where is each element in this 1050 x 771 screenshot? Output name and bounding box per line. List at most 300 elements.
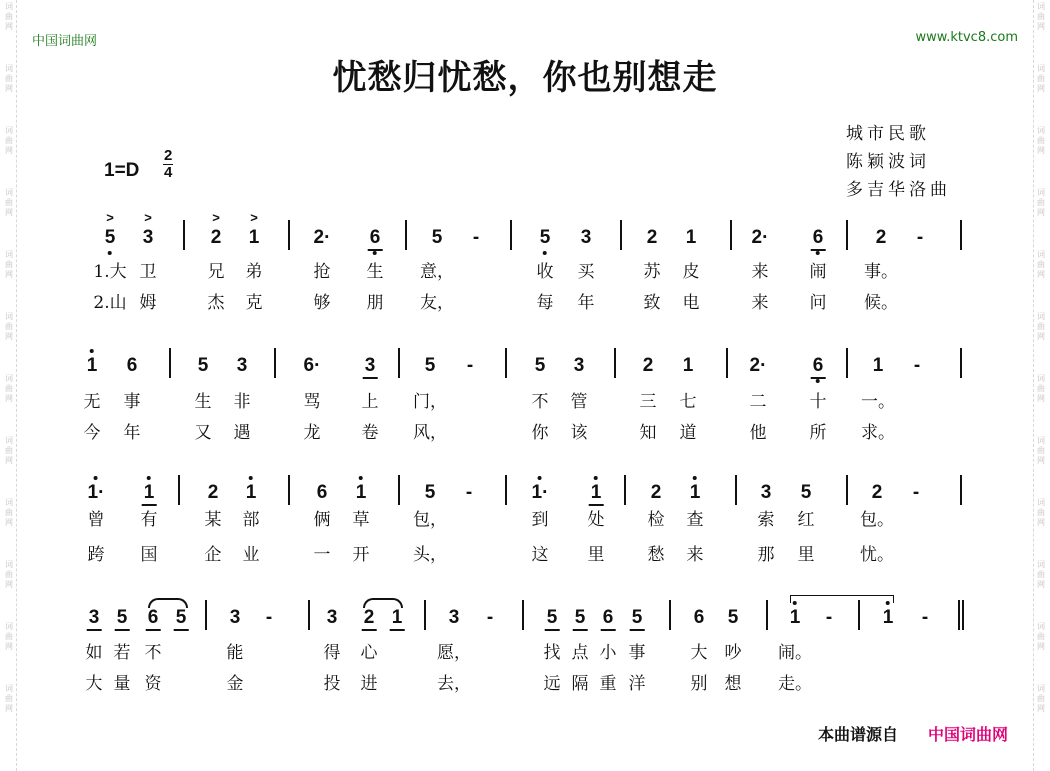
note-text: 2 xyxy=(646,227,658,248)
beam-underline xyxy=(146,629,161,631)
accent-mark: > xyxy=(144,210,152,225)
note-text: - xyxy=(921,607,929,628)
note xyxy=(144,483,155,503)
note-text: 3 xyxy=(229,607,241,628)
note xyxy=(208,483,219,503)
lyric-verse-1: 能 xyxy=(226,643,244,663)
note xyxy=(198,356,209,376)
octave-dot-high xyxy=(538,476,542,480)
bar-line xyxy=(624,475,626,505)
lyric-verse-1: 部 xyxy=(242,510,260,530)
note-text: - xyxy=(265,607,273,628)
note-text: 6 xyxy=(693,607,705,628)
lyric-verse-2: 候。 xyxy=(864,293,898,313)
octave-dot-low xyxy=(108,251,112,255)
note-text: 5 xyxy=(175,607,187,628)
note-text: 1 xyxy=(872,355,884,376)
note xyxy=(914,356,920,376)
watermark-text: 词 曲 网 xyxy=(5,374,13,403)
lyric-verse-1: 买 xyxy=(577,262,595,282)
lyric-verse-2: 别 xyxy=(690,674,708,694)
watermark-text: 词 曲 网 xyxy=(5,188,13,217)
note-text: 5 xyxy=(539,227,551,248)
lyric-verse-1: 皮 xyxy=(682,262,700,282)
bar-line xyxy=(183,220,185,250)
watermark-text: 词 曲 网 xyxy=(5,312,13,341)
note xyxy=(535,356,546,376)
side-watermark-left xyxy=(2,0,17,771)
note-text: 3 xyxy=(142,227,154,248)
note-text: 1· xyxy=(87,482,105,503)
lyric-verse-1: 卫 xyxy=(139,262,157,282)
note xyxy=(876,228,887,248)
lyric-verse-2: 知 xyxy=(639,423,657,443)
bar-line xyxy=(730,220,732,250)
lyric-verse-2: 去， xyxy=(437,674,471,694)
watermark-text: 词 曲 网 xyxy=(1037,622,1045,651)
beam-underline xyxy=(589,504,604,506)
note xyxy=(148,608,159,628)
lyric-verse-2: 问 xyxy=(809,293,827,313)
lyric-verse-1: 包。 xyxy=(860,510,894,530)
note xyxy=(230,608,241,628)
note-text: 1 xyxy=(590,482,602,503)
note xyxy=(432,228,443,248)
note-text: - xyxy=(825,607,833,628)
note xyxy=(364,608,375,628)
octave-dot-high xyxy=(147,476,151,480)
lyric-verse-1: 愿， xyxy=(437,643,471,663)
lyric-verse-1: 苏 xyxy=(643,262,661,282)
lyric-verse-2: 年 xyxy=(123,423,141,443)
site-logo-text[interactable]: 中国词曲网 xyxy=(32,34,98,49)
credit-genre: 城市民歌 xyxy=(846,124,930,144)
lyric-verse-2: 头， xyxy=(413,545,447,565)
watermark-text: 词 曲 网 xyxy=(5,2,13,31)
lyric-verse-2: 来 xyxy=(686,545,704,565)
watermark-text: 词 曲 网 xyxy=(5,622,13,651)
octave-dot-low xyxy=(816,251,820,255)
note-text: 1 xyxy=(682,355,694,376)
watermark-text: 词 曲 网 xyxy=(5,126,13,155)
note xyxy=(473,228,479,248)
note-text: 2 xyxy=(650,482,662,503)
bar-line xyxy=(169,348,171,378)
note-text: 6 xyxy=(812,355,824,376)
note xyxy=(581,228,592,248)
watermark-text: 词 曲 网 xyxy=(5,560,13,589)
bar-line xyxy=(960,220,962,250)
lyric-verse-1: 心 xyxy=(360,643,378,663)
lyric-verse-2: 求。 xyxy=(861,423,895,443)
credit-composer: 多吉华洛曲 xyxy=(846,180,951,200)
note xyxy=(304,356,321,376)
lyric-verse-1: 闹 xyxy=(809,262,827,282)
beam-underline xyxy=(601,629,616,631)
beam-underline xyxy=(368,249,383,251)
lyric-verse-2: 想 xyxy=(724,674,742,694)
note xyxy=(127,356,138,376)
lyric-verse-2: 企 xyxy=(204,545,222,565)
note-text: 5 xyxy=(800,482,812,503)
lyric-verse-2: 卷 xyxy=(361,423,379,443)
lyric-verse-2: 业 xyxy=(242,545,260,565)
key-signature: 1=D xyxy=(104,160,140,181)
lyric-verse-1: 某 xyxy=(204,510,222,530)
source-brand[interactable]: 中国词曲网 xyxy=(928,725,1009,744)
beam-underline xyxy=(363,377,378,379)
lyric-verse-1: 红 xyxy=(797,510,815,530)
note xyxy=(105,228,116,248)
note xyxy=(237,356,248,376)
bar-line xyxy=(288,475,290,505)
bar-line xyxy=(398,475,400,505)
note-text: 3 xyxy=(364,355,376,376)
watermark-text: 词 曲 网 xyxy=(1037,312,1045,341)
lyric-verse-2: 开 xyxy=(352,545,370,565)
note xyxy=(370,228,381,248)
lyric-verse-1: 骂 xyxy=(303,392,321,412)
note xyxy=(575,608,586,628)
lyric-verse-2: 量 xyxy=(113,674,131,694)
note-text: 2 xyxy=(875,227,887,248)
lyric-verse-1: 上 xyxy=(361,392,379,412)
bar-line xyxy=(726,348,728,378)
note-text: 6 xyxy=(147,607,159,628)
note-text: 1 xyxy=(689,482,701,503)
lyric-verse-2: 重 xyxy=(599,674,617,694)
lyric-verse-2: 友， xyxy=(420,293,454,313)
bar-line xyxy=(178,475,180,505)
lyric-verse-1: 无 xyxy=(83,392,101,412)
lyric-verse-1: 有 xyxy=(140,510,158,530)
note xyxy=(683,356,694,376)
lyric-verse-2: 里 xyxy=(587,545,605,565)
note xyxy=(632,608,643,628)
beam-underline xyxy=(87,629,102,631)
octave-dot-low xyxy=(373,251,377,255)
note xyxy=(249,228,260,248)
lyric-verse-1: 大 xyxy=(690,643,708,663)
note xyxy=(392,608,403,628)
lyric-verse-2: 洋 xyxy=(628,674,646,694)
time-signature xyxy=(163,148,173,181)
note xyxy=(314,228,331,248)
lyric-verse-2: 大 xyxy=(85,674,103,694)
bar-line xyxy=(405,220,407,250)
watermark-text: 词 曲 网 xyxy=(1037,436,1045,465)
note-text: - xyxy=(486,607,494,628)
note xyxy=(750,356,767,376)
note-text: 1 xyxy=(391,607,403,628)
note xyxy=(694,608,705,628)
lyric-verse-2: 年 xyxy=(577,293,595,313)
bar-line xyxy=(274,348,276,378)
bar-line xyxy=(960,348,962,378)
lyric-verse-2: 今 xyxy=(83,423,101,443)
note xyxy=(761,483,772,503)
note-text: 5 xyxy=(574,607,586,628)
beam-underline xyxy=(390,629,405,631)
lyric-verse-2: 2.山 xyxy=(93,293,127,313)
lyric-verse-1: 处 xyxy=(587,510,605,530)
watermark-text: 词 曲 网 xyxy=(5,436,13,465)
note-text: 2 xyxy=(210,227,222,248)
tie-slur xyxy=(148,598,188,608)
note-text: 5 xyxy=(727,607,739,628)
note-text: 3 xyxy=(448,607,460,628)
lyric-verse-1: 十 xyxy=(809,392,827,412)
lyric-verse-1: 管 xyxy=(570,392,588,412)
beam-underline xyxy=(545,629,560,631)
lyric-verse-1: 事 xyxy=(628,643,646,663)
credits xyxy=(846,120,951,204)
note xyxy=(143,228,154,248)
bar-line xyxy=(846,348,848,378)
lyric-verse-1: 门， xyxy=(413,392,447,412)
watermark-text: 词 曲 网 xyxy=(1037,498,1045,527)
note-text: - xyxy=(466,355,474,376)
watermark-text: 词 曲 网 xyxy=(1037,2,1045,31)
note xyxy=(813,356,824,376)
bar-line xyxy=(669,600,671,630)
lyric-verse-2: 那 xyxy=(757,545,775,565)
lyric-verse-2: 金 xyxy=(226,674,244,694)
note xyxy=(873,356,884,376)
lyric-verse-1: 1.大 xyxy=(93,262,127,282)
lyric-verse-2: 投 xyxy=(323,674,341,694)
lyric-verse-1: 检 xyxy=(647,510,665,530)
lyric-verse-2: 风， xyxy=(413,423,447,443)
watermark-text: 词 曲 网 xyxy=(5,498,13,527)
note xyxy=(752,228,769,248)
watermark-text: 词 曲 网 xyxy=(1037,374,1045,403)
lyric-verse-1: 收 xyxy=(536,262,554,282)
note-text: 2 xyxy=(207,482,219,503)
note xyxy=(651,483,662,503)
lyric-verse-2: 致 xyxy=(643,293,661,313)
lyric-verse-2: 遇 xyxy=(233,423,251,443)
lyric-verse-2: 够 xyxy=(313,293,331,313)
note-text: 3 xyxy=(88,607,100,628)
note-text: 5 xyxy=(197,355,209,376)
bar-line xyxy=(962,600,964,630)
note xyxy=(246,483,257,503)
note xyxy=(917,228,923,248)
bar-line xyxy=(766,600,768,630)
beam-underline xyxy=(573,629,588,631)
note-text: 5 xyxy=(424,355,436,376)
lyric-verse-2: 道 xyxy=(679,423,697,443)
note-text: 6 xyxy=(812,227,824,248)
note xyxy=(327,608,338,628)
lyric-verse-1: 事。 xyxy=(864,262,898,282)
note xyxy=(365,356,376,376)
note-text: 1 xyxy=(685,227,697,248)
note xyxy=(591,483,602,503)
watermark-text: 词 曲 网 xyxy=(1037,188,1045,217)
note xyxy=(574,356,585,376)
lyric-verse-1: 生 xyxy=(366,262,384,282)
lyric-verse-1: 曾 xyxy=(87,510,105,530)
note-text: 5 xyxy=(104,227,116,248)
bar-line xyxy=(308,600,310,630)
octave-dot-high xyxy=(90,349,94,353)
note xyxy=(801,483,812,503)
octave-dot-high xyxy=(693,476,697,480)
accent-mark: > xyxy=(212,210,220,225)
note-text: 2 xyxy=(642,355,654,376)
note xyxy=(211,228,222,248)
note xyxy=(88,483,105,503)
time-sig-numerator: 2 xyxy=(164,147,173,164)
note xyxy=(449,608,460,628)
note xyxy=(647,228,658,248)
lyric-verse-2: 杰 xyxy=(207,293,225,313)
lyric-verse-2: 忧。 xyxy=(860,545,894,565)
note xyxy=(487,608,493,628)
tie-slur xyxy=(363,598,403,608)
note xyxy=(317,483,328,503)
watermark-text: 词 曲 网 xyxy=(5,684,13,713)
note-text: 6 xyxy=(126,355,138,376)
watermark-text: 词 曲 网 xyxy=(1037,560,1045,589)
note-text: 1· xyxy=(531,482,549,503)
note-text: 5 xyxy=(424,482,436,503)
lyric-verse-1: 包， xyxy=(413,510,447,530)
note-text: 3 xyxy=(326,607,338,628)
lyric-verse-2: 又 xyxy=(194,423,212,443)
note-text: 6 xyxy=(602,607,614,628)
lyric-verse-1: 找 xyxy=(543,643,561,663)
octave-dot-high xyxy=(359,476,363,480)
lyric-verse-2: 姆 xyxy=(139,293,157,313)
note xyxy=(728,608,739,628)
bar-line xyxy=(288,220,290,250)
volta-bracket xyxy=(790,595,894,603)
lyric-verse-1: 二 xyxy=(749,392,767,412)
lyric-verse-1: 弟 xyxy=(245,262,263,282)
lyric-verse-1: 生 xyxy=(194,392,212,412)
note-text: 5 xyxy=(116,607,128,628)
time-sig-denominator: 4 xyxy=(164,164,173,181)
bar-line xyxy=(398,348,400,378)
bar-line xyxy=(735,475,737,505)
note-text: 3 xyxy=(573,355,585,376)
lyric-verse-1: 到 xyxy=(531,510,549,530)
credit-lyricist: 陈颖波词 xyxy=(846,152,930,172)
lyric-verse-1: 三 xyxy=(639,392,657,412)
note xyxy=(690,483,701,503)
note xyxy=(603,608,614,628)
octave-dot-low xyxy=(543,251,547,255)
lyric-verse-1: 得 xyxy=(323,643,341,663)
lyric-verse-1: 闹。 xyxy=(778,643,812,663)
lyric-verse-1: 兄 xyxy=(207,262,225,282)
bar-line xyxy=(846,475,848,505)
bar-line xyxy=(958,600,960,630)
lyric-verse-1: 若 xyxy=(113,643,131,663)
note-text: - xyxy=(916,227,924,248)
bar-line xyxy=(505,348,507,378)
watermark-text: 词 曲 网 xyxy=(5,250,13,279)
note xyxy=(883,608,894,628)
watermark-text: 词 曲 网 xyxy=(5,64,13,93)
note xyxy=(922,608,928,628)
beam-underline xyxy=(811,377,826,379)
beam-underline xyxy=(811,249,826,251)
note-text: 1 xyxy=(789,607,801,628)
note xyxy=(790,608,801,628)
lyric-verse-2: 跨 xyxy=(87,545,105,565)
lyric-verse-2: 一 xyxy=(313,545,331,565)
lyric-verse-2: 愁 xyxy=(647,545,665,565)
note-text: 1 xyxy=(86,355,98,376)
note-text: 3 xyxy=(760,482,772,503)
lyric-verse-2: 克 xyxy=(245,293,263,313)
note-text: 1 xyxy=(245,482,257,503)
lyric-verse-2: 来 xyxy=(751,293,769,313)
beam-underline xyxy=(142,504,157,506)
note-text: 2· xyxy=(749,355,767,376)
note xyxy=(826,608,832,628)
note xyxy=(176,608,187,628)
bar-line xyxy=(620,220,622,250)
bar-line xyxy=(846,220,848,250)
bar-line xyxy=(510,220,512,250)
lyric-verse-2: 国 xyxy=(140,545,158,565)
note-text: 1 xyxy=(248,227,260,248)
note xyxy=(872,483,883,503)
lyric-verse-1: 意， xyxy=(420,262,454,282)
lyric-verse-2: 该 xyxy=(570,423,588,443)
note-text: 5 xyxy=(534,355,546,376)
note-text: 2 xyxy=(871,482,883,503)
bar-line xyxy=(614,348,616,378)
note xyxy=(913,483,919,503)
note xyxy=(686,228,697,248)
watermark-text: 词 曲 网 xyxy=(1037,126,1045,155)
note-text: 1 xyxy=(143,482,155,503)
lyric-verse-2: 进 xyxy=(360,674,378,694)
lyric-verse-1: 非 xyxy=(233,392,251,412)
site-url[interactable]: www.ktvc8.com xyxy=(915,30,1018,45)
accent-mark: > xyxy=(106,210,114,225)
lyric-verse-2: 朋 xyxy=(366,293,384,313)
note xyxy=(356,483,367,503)
lyric-verse-2: 龙 xyxy=(303,423,321,443)
bar-line xyxy=(858,600,860,630)
lyric-verse-1: 不 xyxy=(531,392,549,412)
beam-underline xyxy=(362,629,377,631)
side-watermark-right xyxy=(1033,0,1048,771)
lyric-verse-2: 你 xyxy=(531,423,549,443)
lyric-verse-1: 抢 xyxy=(313,262,331,282)
watermark-text: 词 曲 网 xyxy=(1037,64,1045,93)
octave-dot-low xyxy=(816,379,820,383)
note xyxy=(89,608,100,628)
bar-line xyxy=(424,600,426,630)
note xyxy=(425,483,436,503)
lyric-verse-1: 一。 xyxy=(861,392,895,412)
octave-dot-high xyxy=(594,476,598,480)
note-text: 1 xyxy=(882,607,894,628)
bar-line xyxy=(205,600,207,630)
song-title: 忧愁归忧愁，你也别想走 xyxy=(332,58,718,98)
lyric-verse-2: 远 xyxy=(543,674,561,694)
note xyxy=(813,228,824,248)
note xyxy=(643,356,654,376)
